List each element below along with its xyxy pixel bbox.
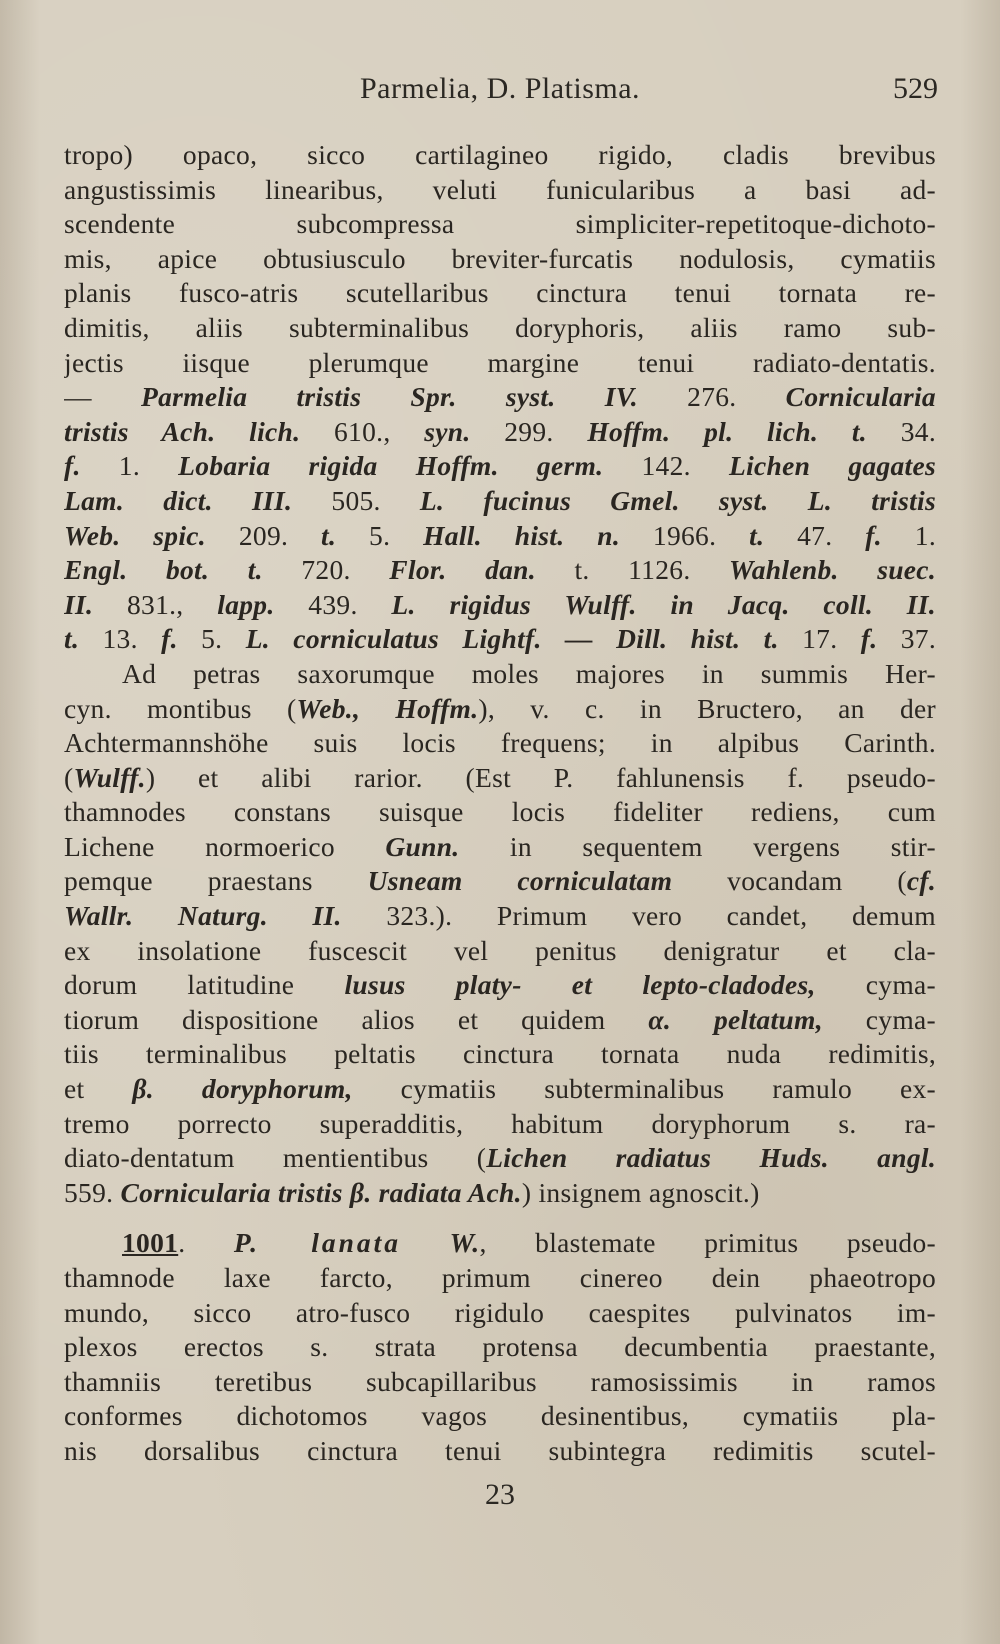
italic-run: W.	[449, 1227, 480, 1259]
text-run: 5.	[177, 623, 246, 655]
text-line	[64, 830, 936, 865]
text-run: 209.	[205, 519, 322, 551]
text-line	[64, 1399, 936, 1434]
text-line	[64, 692, 936, 727]
text-run: 13.	[79, 623, 162, 655]
text-run: tropo) opaco, sicco cartilagineo rigido, cladis brevibus	[64, 139, 936, 170]
text-run: Lichene normoerico	[64, 830, 386, 862]
body-text	[64, 138, 936, 1469]
italic-run: Wulff.	[73, 761, 146, 793]
text-run: dorum latitudine	[64, 969, 345, 1001]
text-line	[64, 1226, 936, 1261]
text-run: tiorum dispositione alios et quidem	[64, 1003, 649, 1035]
text-run: 276.	[637, 381, 786, 413]
text-run: vocandam (	[672, 865, 907, 897]
italic-run: P. lanata	[233, 1227, 402, 1259]
text-line	[64, 1296, 936, 1331]
text-run: cymatiis subterminalibus ramulo ex-	[352, 1073, 936, 1105]
text-run: Ad petras saxorumque moles majores in summis Her-	[122, 657, 936, 689]
italic-run: β. doryphorum,	[132, 1073, 353, 1105]
text-line	[64, 138, 936, 173]
italic-run: Lobaria rigida Hoffm. germ.	[178, 450, 604, 482]
text-run: 47.	[764, 519, 866, 551]
italic-run: lapp.	[217, 588, 275, 620]
text-line	[64, 657, 936, 692]
text-run: (	[64, 761, 74, 793]
text-line	[64, 622, 936, 657]
text-run: scendente subcompressa simpliciter-repetitoque-dichoto-	[64, 208, 936, 240]
text-run: in sequentem vergens stir-	[459, 830, 936, 862]
text-line	[64, 553, 936, 588]
italic-run: lusus platy- et lepto-cladodes,	[344, 969, 816, 1001]
text-run: conformes dichotomos vagos desinentibus, cymatiis pla-	[64, 1400, 936, 1432]
text-line	[64, 311, 936, 346]
text-run: ) et alibi rarior. (Est P. fahlunensis f. pseudo-	[145, 761, 936, 793]
text-run: t. 1126.	[535, 554, 730, 586]
text-line	[64, 1107, 936, 1142]
italic-run: L. corniculatus Lightf. — Dill. hist. t.	[245, 623, 779, 655]
text-run: 1.	[80, 450, 179, 482]
text-line	[64, 934, 936, 969]
text-line	[64, 1141, 936, 1176]
text-line	[64, 1072, 936, 1107]
italic-run: Web. spic.	[64, 519, 206, 551]
italic-run: L. rigidus Wulff. in Jacq. coll. II.	[391, 588, 936, 620]
entry-number: 1001	[122, 1227, 179, 1259]
text-line	[64, 726, 936, 761]
text-line	[64, 449, 936, 484]
italic-run: syn.	[424, 415, 471, 447]
text-line	[64, 276, 936, 311]
signature-mark: 23	[485, 1478, 515, 1511]
text-run: dimitis, aliis subterminalibus doryphoris, aliis ramo sub-	[64, 311, 936, 343]
text-run: 323.). Primum vero candet, demum	[341, 900, 936, 932]
text-run: 831.,	[93, 588, 218, 620]
italic-run: f.	[161, 623, 178, 655]
text-run: ) insignem agnoscit.)	[521, 1176, 760, 1208]
italic-run: t.	[64, 623, 80, 655]
italic-run: Wahlenb. suec.	[729, 554, 936, 586]
text-run: 720.	[262, 554, 390, 586]
italic-run: Lam. dict. III.	[64, 484, 293, 516]
text-run: thamnode laxe farcto, primum cinereo dein phaeotropo	[64, 1262, 936, 1293]
italic-run: II.	[64, 588, 94, 620]
italic-run: f.	[64, 450, 81, 482]
text-run: plexos erectos s. strata protensa decumbentia praestante,	[64, 1331, 936, 1363]
text-line	[64, 1261, 936, 1296]
italic-run: f.	[865, 519, 882, 551]
text-run: ), v. c. in Bructero, an der	[478, 692, 936, 724]
text-line	[64, 380, 936, 415]
text-line	[64, 968, 936, 1003]
text-run: Achtermannshöhe suis locis frequens; in alpibus Carinth.	[64, 727, 936, 759]
text-run: —	[64, 381, 141, 413]
running-title: Parmelia, D. Platisma.	[359, 72, 641, 105]
italic-run: Wallr. Naturg. II.	[64, 900, 342, 932]
italic-run: Hoffm. pl. lich. t.	[587, 415, 867, 447]
text-run: mundo, sicco atro-fusco rigidulo caespites pulvinatos im-	[64, 1296, 936, 1328]
text-run: 610.,	[300, 415, 425, 447]
italic-run: f.	[860, 623, 878, 655]
text-run: cyma-	[822, 1003, 936, 1035]
text-run: ex insolatione fuscescit vel penitus denigratur et cla-	[64, 934, 936, 966]
italic-run: cf.	[906, 865, 936, 897]
italic-run: Hall. hist. n.	[423, 519, 621, 551]
italic-run: Gunn.	[385, 830, 460, 862]
text-run: 505.	[292, 484, 420, 516]
text-run: .	[178, 1227, 234, 1259]
text-line	[64, 346, 936, 381]
text-line	[64, 1434, 936, 1469]
italic-run: L. fucinus Gmel. syst. L. tristis	[419, 484, 936, 516]
text-run: jectis iisque plerumque margine tenui radiato-dentatis.	[64, 346, 936, 378]
text-run: pemque praestans	[64, 865, 368, 897]
italic-run: Lichen radiatus Huds. angl.	[486, 1142, 936, 1174]
text-line	[64, 173, 936, 208]
text-line	[64, 484, 936, 519]
text-line	[64, 899, 936, 934]
italic-run: Engl. bot. t.	[64, 554, 263, 586]
text-run: et	[64, 1073, 133, 1105]
italic-run: Parmelia tristis Spr. syst. IV.	[140, 381, 638, 413]
text-run: thamnodes constans suisque locis fideliter rediens, cum	[64, 796, 936, 828]
text-run: mis, apice obtusiusculo breviter-furcatis nodulosis, cymatiis	[64, 242, 936, 274]
text-run: angustissimis linearibus, veluti funicularibus a basi ad-	[64, 173, 936, 205]
text-line	[64, 242, 936, 277]
text-run: 142.	[603, 450, 729, 482]
text-run: tremo porrecto superadditis, habitum doryphorum s. ra-	[64, 1107, 936, 1139]
text-line	[64, 1037, 936, 1072]
text-run: 299.	[470, 415, 588, 447]
text-run: diato-dentatum mentientibus (	[64, 1142, 487, 1174]
text-run: 1.	[881, 519, 936, 551]
text-line	[64, 761, 936, 796]
text-run: thamniis teretibus subcapillaribus ramosissimis in ramos	[64, 1365, 936, 1397]
italic-run: Web., Hoffm.	[296, 692, 479, 724]
text-line	[64, 415, 936, 450]
italic-run: t.	[749, 519, 765, 551]
text-run: tiis terminalibus peltatis cinctura tornata nuda redimitis,	[64, 1038, 936, 1070]
italic-run: Lichen gagates	[728, 450, 936, 482]
text-run: planis fusco-atris scutellaribus cinctura tenui tornata re-	[64, 277, 936, 309]
text-run: nis dorsalibus cinctura tenui subintegra redimitis scutel-	[64, 1434, 936, 1466]
text-run: 37.	[877, 623, 936, 655]
text-line	[64, 1365, 936, 1400]
text-line	[64, 864, 936, 899]
running-head	[62, 72, 938, 112]
italic-run: t.	[321, 519, 337, 551]
italic-run: tristis Ach. lich.	[64, 415, 301, 447]
text-line	[64, 1003, 936, 1038]
page-number: 529	[893, 72, 938, 105]
text-run	[401, 1227, 450, 1258]
text-run: 17.	[778, 623, 861, 655]
text-line	[64, 207, 936, 242]
text-line	[64, 519, 936, 554]
text-line	[64, 588, 936, 623]
text-run: cyn. montibus (	[64, 692, 297, 724]
italic-run: Usneam corniculatam	[367, 865, 673, 897]
text-run: 439.	[274, 588, 392, 620]
text-line	[64, 1176, 936, 1211]
italic-run: Cornicularia	[785, 381, 936, 413]
italic-run: Cornicularia tristis β. radiata Ach.	[120, 1176, 522, 1208]
text-run: cyma-	[815, 969, 936, 1001]
italic-run: α. peltatum,	[648, 1003, 823, 1035]
text-run: , blastemate primitus pseudo-	[479, 1227, 936, 1259]
text-line	[64, 1330, 936, 1365]
text-run: 1966.	[620, 519, 750, 551]
text-run: 559.	[64, 1176, 121, 1208]
text-run: 34.	[866, 415, 936, 447]
text-run: 5.	[336, 519, 424, 551]
text-line	[64, 795, 936, 830]
italic-run: Flor. dan.	[389, 554, 536, 586]
